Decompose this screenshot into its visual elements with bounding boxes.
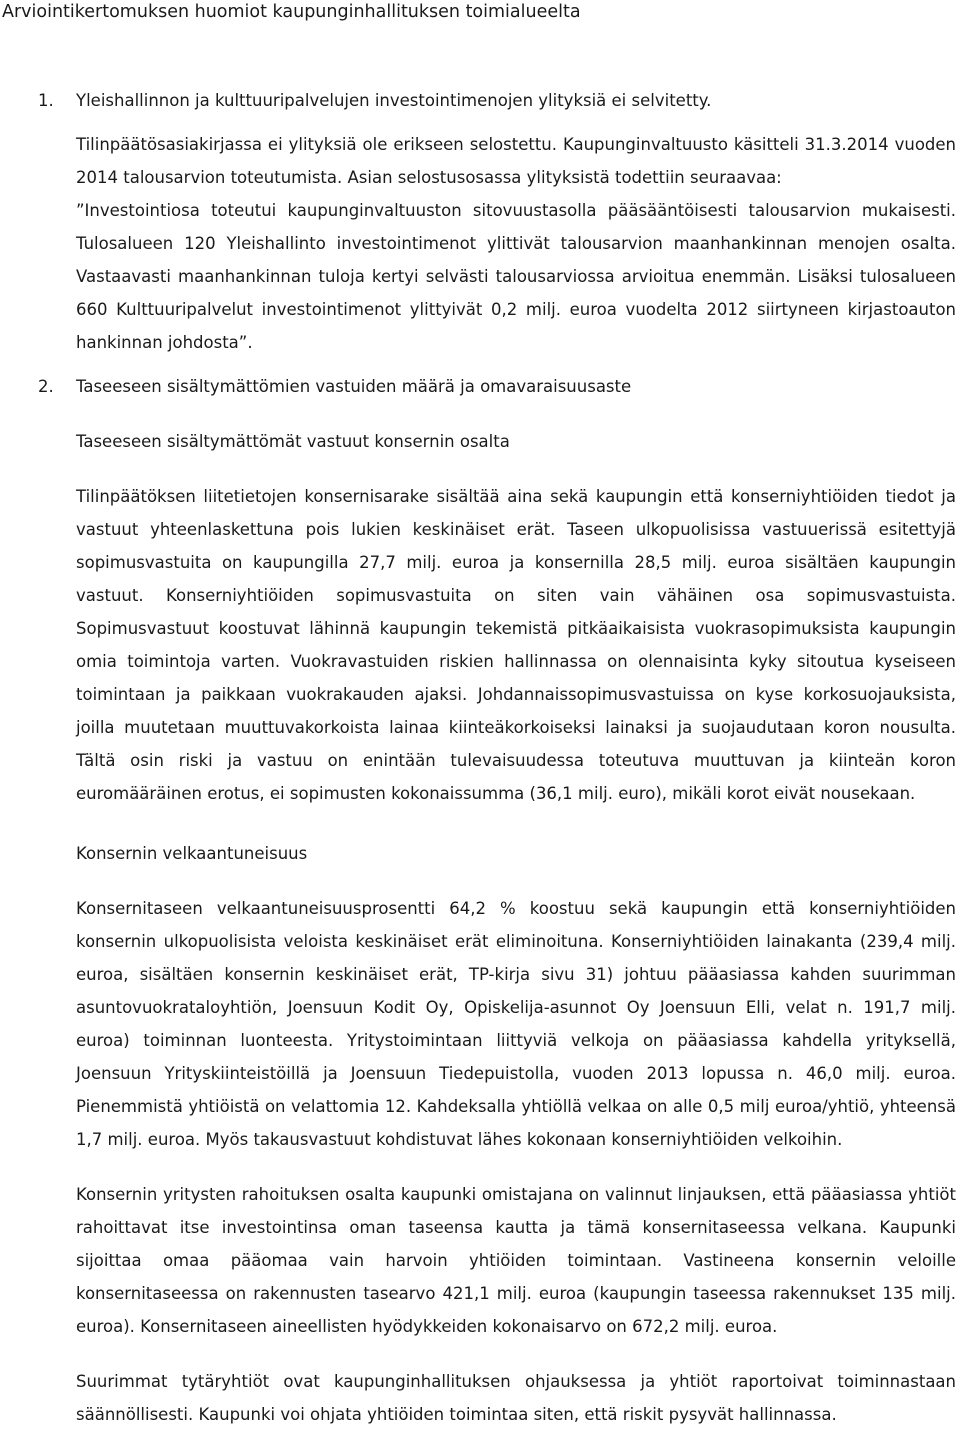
section-1-number: 1.	[38, 91, 54, 110]
section-1-quote: ”Investointiosa toteutui kaupunginvaltuuston sitovuustasolla pääsääntöisesti talousarvion mukaisesti. Tulosalueen 120 Yleishallinto investointimenot ylittivät talousarvion maanhankinnan menojen osalta. Vastaavasti maanhankinnan tuloja kertyi selvästi talousarviossa arvioitua enemmän. Lisäksi tulosalueen 660 Kulttuuripalvelut investointimenot ylittyivät 0,2 milj. euroa vuodelta 2012 siirtyneen kirjastoauton hankinnan johdosta”.	[76, 201, 956, 352]
section-1-heading	[38, 84, 956, 117]
paragraph-indebtedness: Konsernitaseen velkaantuneisuusprosentti 64,2 % koostuu sekä kaupungin että konserniyhtiöiden konsernin ulkopuolisista veloista keskinäiset erät eliminoituna. Konserniyhtiöiden lainakanta (239,4 milj. euroa, sisältäen konsernin keskinäiset erät, TP-kirja sivu 31) johtuu pääasiassa kahden suurimman asuntovuokrataloyhtiön, Joensuun Kodit Oy, Opiskelija-asunnot Oy Joensuun Elli, velat n. 191,7 milj. euroa) toiminnan luonteesta. Yritystoimintaan liittyviä velkoja on pääasiassa kahdella yrityksellä, Joensuun Yrityskiinteistöillä ja Joensuun Tiedepuistolla, vuoden 2013 lopussa n. 46,0 milj. euroa. Pienemmistä yhtiöistä on velattomia 12. Kahdeksalla yhtiöllä velkaa on alle 0,5 milj euroa/yhtiö, yhteensä 1,7 milj. euroa. Myös takausvastuut kohdistuvat lähes kokonaan konserniyhtiöiden velkoihin.	[76, 899, 956, 1149]
section-1-title: Yleishallinnon ja kulttuuripalvelujen investointimenojen ylityksiä ei selvitetty.	[76, 91, 712, 110]
section-1-paragraph: Tilinpäätösasiakirjassa ei ylityksiä ole erikseen selostettu. Kaupunginvaltuusto käsitteli 31.3.2014 vuoden 2014 talousarvion toteutumista. Asian selostusosassa ylityksistä todettiin seuraavaa:	[76, 135, 956, 187]
page-title: Arviointikertomuksen huomiot kaupunginhallituksen toimialueelta	[2, 2, 581, 22]
section-2-number: 2.	[38, 377, 54, 396]
paragraph-subsidiaries: Suurimmat tytäryhtiöt ovat kaupunginhallituksen ohjauksessa ja yhtiöt raportoivat toiminnastaan säännöllisesti. Kaupunki voi ohjata yhtiöiden toimintaa siten, että riskit pysyvät hallinnassa.	[76, 1372, 956, 1424]
section-2-heading	[38, 370, 956, 403]
paragraph-off-balance: Tilinpäätöksen liitetietojen konsernisarake sisältää aina sekä kaupungin että konserniyhtiöiden tiedot ja vastuut yhteenlaskettuna pois lukien keskinäiset erät. Taseen ulkopuolisissa vastuuerissä esitettyjä sopimusvastuita on kaupungilla 27,7 milj. euroa ja konsernilla 28,5 milj. euroa sisältäen kaupungin vastuut. Konserniyhtiöiden sopimusvastuita on siten vain vähäinen osa sopimusvastuista. Sopimusvastuut koostuvat lähinnä kaupungin tekemistä pitkäaikaisista vuokrasopimuksista kaupungin omia toimintoja varten. Vuokravastuiden riskien hallinnassa on olennaisinta kyky sitoutua kyseiseen toimintaan ja paikkaan vuokrakauden ajaksi. Johdannaissopimusvastuissa on kyse korkosuojauksista, joilla muutetaan muuttuvakorkoista lainaa kiinteäkorkoiseksi lainaksi ja suojaudutaan koron nousulta. Tältä osin riski ja vastuu on enintään tulevaisuudessa toteutuva muuttuvan ja kiinteän koron euromääräinen erotus, ei sopimusten kokonaissumma (36,1 milj. euro), mikäli korot eivät nousekaan.	[76, 487, 956, 803]
paragraph-financing: Konsernin yritysten rahoituksen osalta kaupunki omistajana on valinnut linjauksen, että pääasiassa yhtiöt rahoittavat itse investointinsa oman taseensa kautta ja tämä konsernitaseessa velkana. Kaupunki sijoittaa omaa pääomaa vain harvoin yhtiöiden toimintaan. Vastineena konsernin veloille konsernitaseessa on rakennusten tasearvo 421,1 milj. euroa (kaupungin taseessa rakennukset 135 milj. euroa). Konsernitaseen aineellisten hyödykkeiden kokonaisarvo on 672,2 milj. euroa.	[76, 1185, 956, 1336]
subheading-indebtedness: Konsernin velkaantuneisuus	[76, 844, 308, 863]
document-body	[38, 84, 956, 1431]
subheading-off-balance: Taseeseen sisältymättömät vastuut konsernin osalta	[76, 432, 510, 451]
section-2-title: Taseeseen sisältymättömien vastuiden määrä ja omavaraisuusaste	[76, 377, 632, 396]
